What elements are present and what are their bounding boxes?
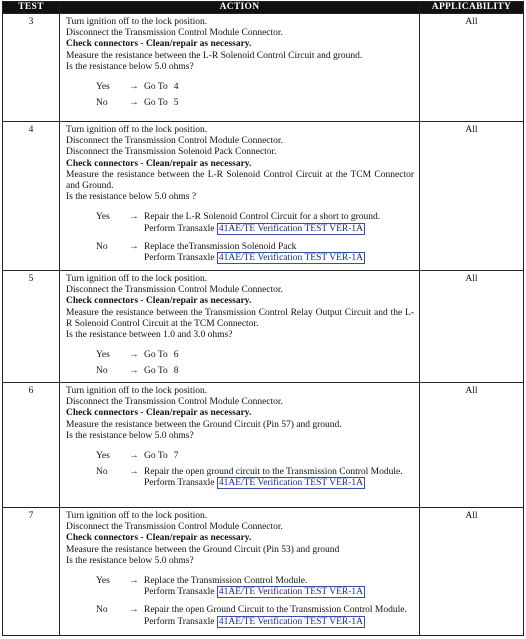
test-number: 7 (3, 508, 60, 636)
option-label: No (96, 241, 108, 252)
option-label: No (96, 605, 108, 616)
perform-text: Perform Transaxle (144, 478, 215, 489)
goto-text: Go To (144, 350, 168, 361)
option-label: Yes (96, 350, 110, 361)
action-cell (60, 122, 420, 271)
action-step: Disconnect the Transmission Control Module Connector. (66, 136, 283, 147)
action-cell (60, 271, 420, 383)
test-number: 5 (3, 271, 60, 383)
option-result: Repair the open ground circuit to the Transmission Control Module. (144, 467, 403, 478)
action-step: Disconnect the Transmission Control Module Connector. (66, 397, 283, 408)
action-step: Measure the resistance between the Ground Circuit (Pin 57) and ground. (66, 419, 342, 430)
test-number: 4 (3, 122, 60, 271)
goto-value: 6 (173, 350, 179, 361)
applicability: All (420, 122, 524, 271)
option-label: Yes (96, 212, 110, 223)
arrow-icon: → (129, 241, 139, 252)
perform-text: Perform Transaxle (144, 223, 215, 234)
arrow-icon: → (129, 605, 139, 616)
arrow-icon: → (129, 366, 139, 377)
arrow-icon: → (129, 212, 139, 223)
goto-text: Go To (144, 366, 168, 377)
option-label: Yes (96, 82, 110, 93)
goto-value: 8 (173, 366, 179, 377)
arrow-icon: → (129, 451, 139, 462)
action-step: Disconnect the Transmission Control Module Connector. (66, 522, 283, 533)
option-result: Repair the open Ground Circuit to the Transmission Control Module. (144, 605, 407, 616)
option-yes (66, 82, 414, 93)
action-step-bold: Check connectors - Clean/repair as necessary. (66, 408, 252, 419)
perform-text: Perform Transaxle (144, 587, 215, 598)
test-number: 6 (3, 383, 60, 508)
option-yes (66, 350, 414, 361)
diagnostic-table (2, 1, 524, 636)
applicability: All (420, 383, 524, 508)
action-step-bold: Check connectors - Clean/repair as necessary. (66, 296, 252, 307)
goto-value: 5 (173, 98, 179, 109)
action-step: Measure the resistance between the L-R Solenoid Control Circuit and ground. (66, 50, 363, 61)
action-step: Turn ignition off to the lock position. (66, 17, 208, 27)
table-header (3, 2, 524, 14)
table-row (3, 14, 524, 122)
option-yes (66, 451, 414, 462)
action-step-bold: Check connectors - Clean/repair as necessary. (66, 39, 252, 50)
action-step: Measure the resistance between the Ground Circuit (Pin 53) and ground (66, 544, 340, 555)
option-result: Repair the L-R Solenoid Control Circuit for a short to ground. (144, 212, 381, 223)
option-label: Yes (96, 576, 110, 587)
option-label: Yes (96, 451, 110, 462)
perform-text: Perform Transaxle (144, 253, 215, 264)
action-step: Disconnect the Transmission Control Module Connector. (66, 285, 283, 296)
action-step: Turn ignition off to the lock position. (66, 274, 208, 284)
action-cell (60, 383, 420, 508)
goto-text: Go To (144, 451, 168, 462)
action-step: Measure the resistance between the Transmission Control Relay Output Circuit and the L-R Solenoid Control Circuit at the TCM Connector. (66, 307, 414, 329)
goto-value: 4 (173, 82, 179, 93)
applicability: All (420, 14, 524, 122)
verification-test-link[interactable]: 41AE/TE Verification TEST VER-1A (218, 253, 363, 264)
perform-text: Perform Transaxle (144, 616, 215, 627)
verification-test-link[interactable]: 41AE/TE Verification TEST VER-1A (218, 616, 363, 627)
applicability: All (420, 271, 524, 383)
table-row (3, 271, 524, 383)
action-step-bold: Check connectors - Clean/repair as necessary. (66, 158, 252, 169)
arrow-icon: → (129, 350, 139, 361)
verification-test-link[interactable]: 41AE/TE Verification TEST VER-1A (218, 478, 363, 489)
option-yes (66, 576, 414, 598)
header-applicability: APPLICABILITY (420, 2, 524, 14)
diagnostic-table-page (2, 1, 523, 637)
option-no (66, 98, 414, 109)
option-no (66, 366, 414, 377)
action-step: Turn ignition off to the lock position. (66, 386, 208, 396)
arrow-icon: → (129, 576, 139, 587)
action-step-bold: Check connectors - Clean/repair as necessary. (66, 533, 252, 544)
option-result: Replace the Transmission Control Module. (144, 576, 308, 587)
action-step: Disconnect the Transmission Control Module Connector. (66, 28, 283, 39)
table-row (3, 122, 524, 271)
goto-text: Go To (144, 98, 168, 109)
verification-test-link[interactable]: 41AE/TE Verification TEST VER-1A (218, 587, 363, 598)
option-result: Replace theTransmission Solenoid Pack (144, 241, 297, 252)
test-number: 3 (3, 14, 60, 122)
action-step: Disconnect the Transmission Solenoid Pack Connector. (66, 147, 277, 158)
action-cell (60, 508, 420, 636)
table-row (3, 508, 524, 636)
goto-text: Go To (144, 82, 168, 93)
action-step: Measure the resistance between the L-R Solenoid Control Circuit at the TCM Connector and Ground. (66, 169, 414, 192)
option-no (66, 242, 414, 264)
verification-test-link[interactable]: 41AE/TE Verification TEST VER-1A (218, 223, 363, 234)
table-row (3, 383, 524, 508)
goto-value: 7 (173, 451, 179, 462)
arrow-icon: → (129, 82, 139, 93)
action-step: Turn ignition off to the lock position. (66, 125, 208, 135)
option-label: No (96, 467, 108, 478)
applicability: All (420, 508, 524, 636)
option-yes (66, 212, 414, 234)
option-no (66, 605, 414, 627)
arrow-icon: → (129, 467, 139, 478)
action-question: Is the resistance between 1.0 and 3.0 ohms? (66, 330, 233, 341)
arrow-icon: → (129, 98, 139, 109)
action-question: Is the resistance below 5.0 ohms? (66, 555, 194, 566)
action-step: Turn ignition off to the lock position. (66, 511, 208, 521)
action-question: Is the resistance below 5.0 ohms? (66, 61, 194, 72)
action-question: Is the resistance below 5.0 ohms? (66, 430, 194, 441)
option-label: No (96, 98, 108, 109)
action-question: Is the resistance below 5.0 ohms ? (66, 192, 197, 203)
option-label: No (96, 366, 108, 377)
action-cell (60, 14, 420, 122)
option-no (66, 467, 414, 489)
header-test: TEST (3, 2, 60, 14)
header-action: ACTION (60, 2, 420, 14)
